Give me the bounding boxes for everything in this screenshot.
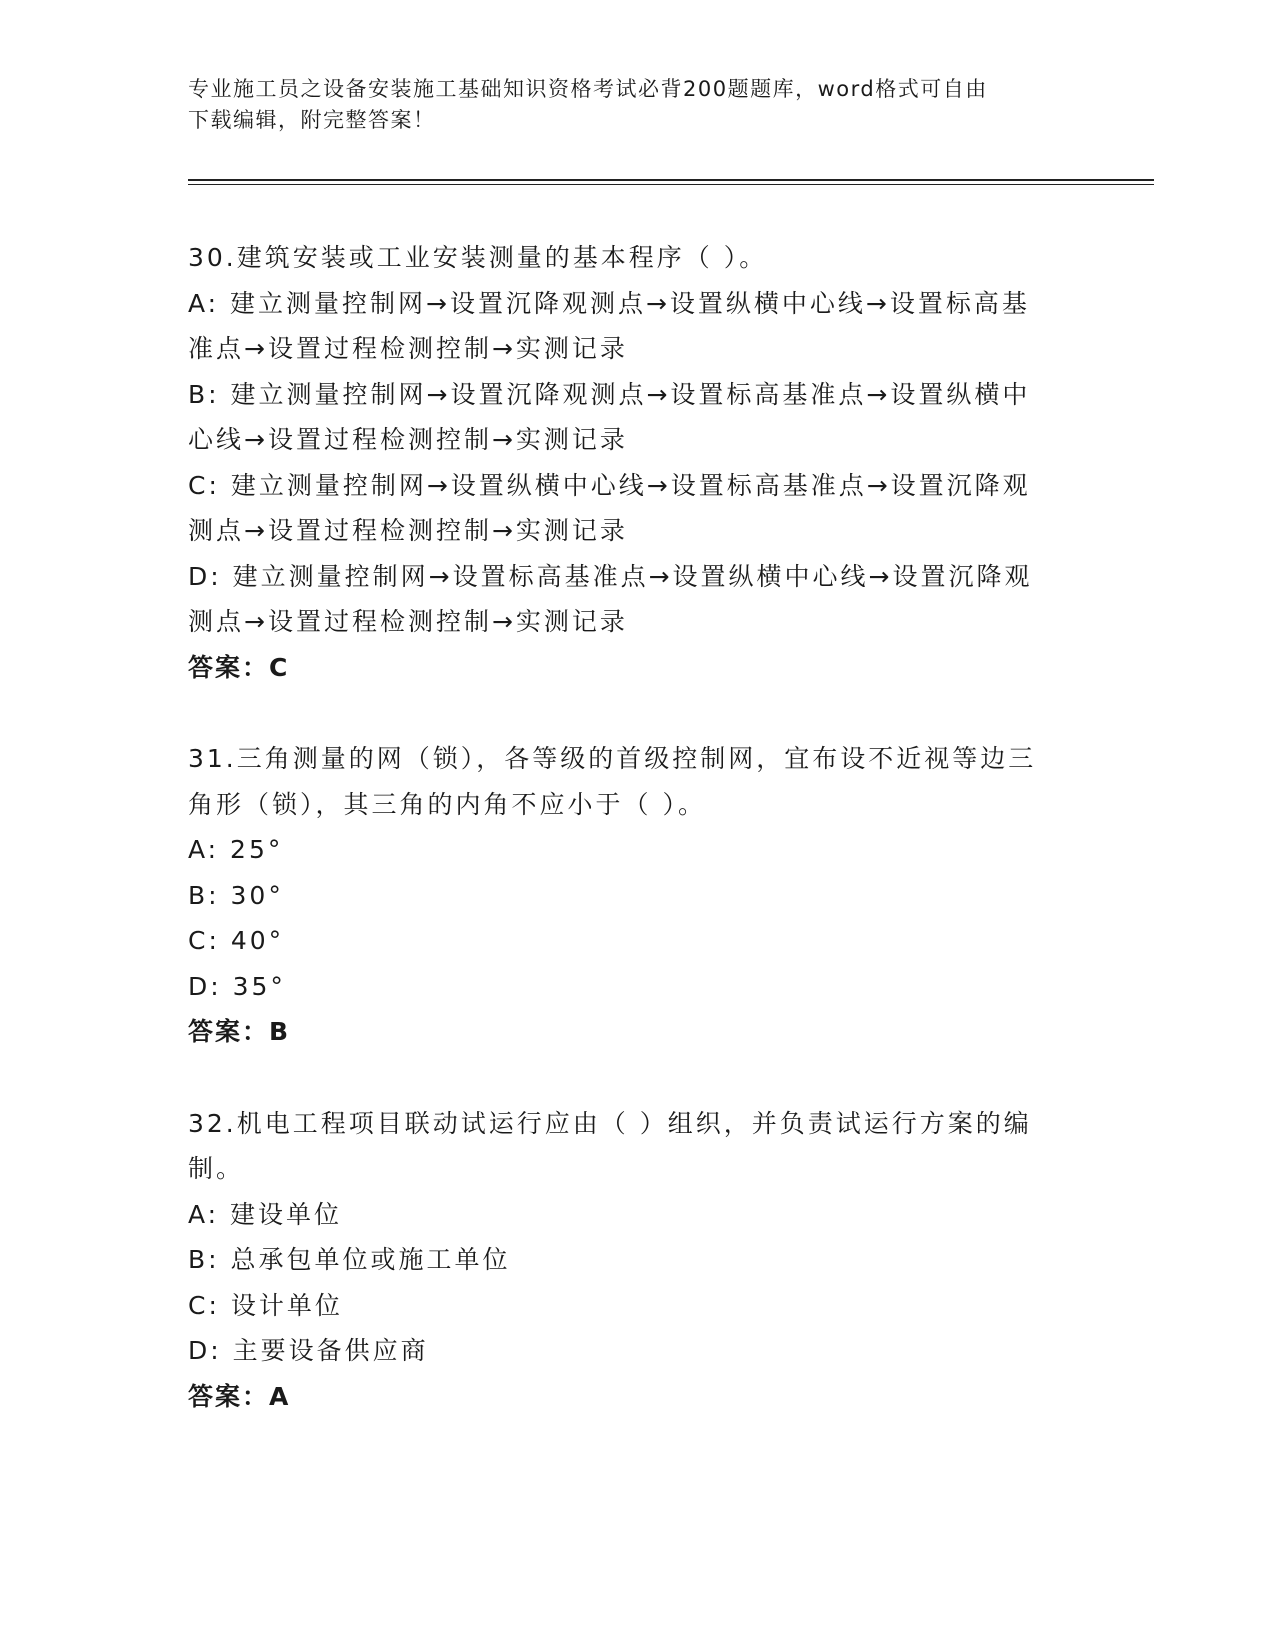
option-d: [188, 554, 1088, 645]
option-d: D: 35°: [188, 971, 286, 1001]
option-a: A: 建设单位: [188, 1199, 343, 1229]
option-b: B: 总承包单位或施工单位: [188, 1245, 511, 1274]
header-divider-thick: [188, 179, 1154, 181]
answer-label: 答案：B: [188, 1017, 291, 1046]
option-text-line: 测点→设置过程检测控制→实测记录: [188, 516, 628, 545]
option-c: C: 设计单位: [188, 1290, 343, 1320]
header-line-1: 专业施工员之设备安装施工基础知识资格考试必背200题题库，word格式可自由: [188, 77, 988, 101]
option-d: D: 主要设备供应商: [188, 1336, 429, 1365]
header-line-2: 下载编辑，附完整答案！: [188, 108, 436, 132]
question-stem: 31.三角测量的网（锁），各等级的首级控制网，宜布设不近视等边三: [188, 744, 1037, 773]
option-a: A: 25°: [188, 835, 284, 864]
option-text-line: A: 建立测量控制网→设置沉降观测点→设置纵横中心线→设置标高基: [188, 288, 1030, 318]
option-a: [188, 281, 1088, 372]
question-stem: 制。: [188, 1154, 245, 1183]
question-31: [188, 736, 1088, 1055]
option-b: B: 30°: [188, 880, 284, 910]
question-32: [188, 1101, 1088, 1420]
option-text-line: D: 建立测量控制网→设置标高基准点→设置纵横中心线→设置沉降观: [188, 561, 1033, 591]
question-30: [188, 235, 1088, 690]
option-c: C: 40°: [188, 926, 285, 955]
option-text-line: B: 建立测量控制网→设置沉降观测点→设置标高基准点→设置纵横中: [188, 379, 1031, 409]
document-header: [188, 74, 1088, 136]
option-text-line: 准点→设置过程检测控制→实测记录: [188, 334, 628, 363]
question-stem: 32.机电工程项目联动试运行应由（ ）组织，并负责试运行方案的编: [188, 1108, 1032, 1138]
answer-label: 答案：A: [188, 1381, 291, 1411]
question-stem: 30.建筑安装或工业安装测量的基本程序（ ）。: [188, 243, 768, 272]
option-c: [188, 463, 1088, 554]
answer-label: 答案：C: [188, 652, 290, 682]
question-list: [188, 235, 1088, 1465]
option-text-line: C: 建立测量控制网→设置纵横中心线→设置标高基准点→设置沉降观: [188, 470, 1031, 500]
option-text-line: 测点→设置过程检测控制→实测记录: [188, 607, 628, 636]
question-stem: 角形（锁），其三角的内角不应小于（ ）。: [188, 789, 706, 819]
header-divider-thin: [188, 184, 1154, 185]
option-text-line: 心线→设置过程检测控制→实测记录: [188, 425, 628, 454]
option-b: [188, 372, 1088, 463]
